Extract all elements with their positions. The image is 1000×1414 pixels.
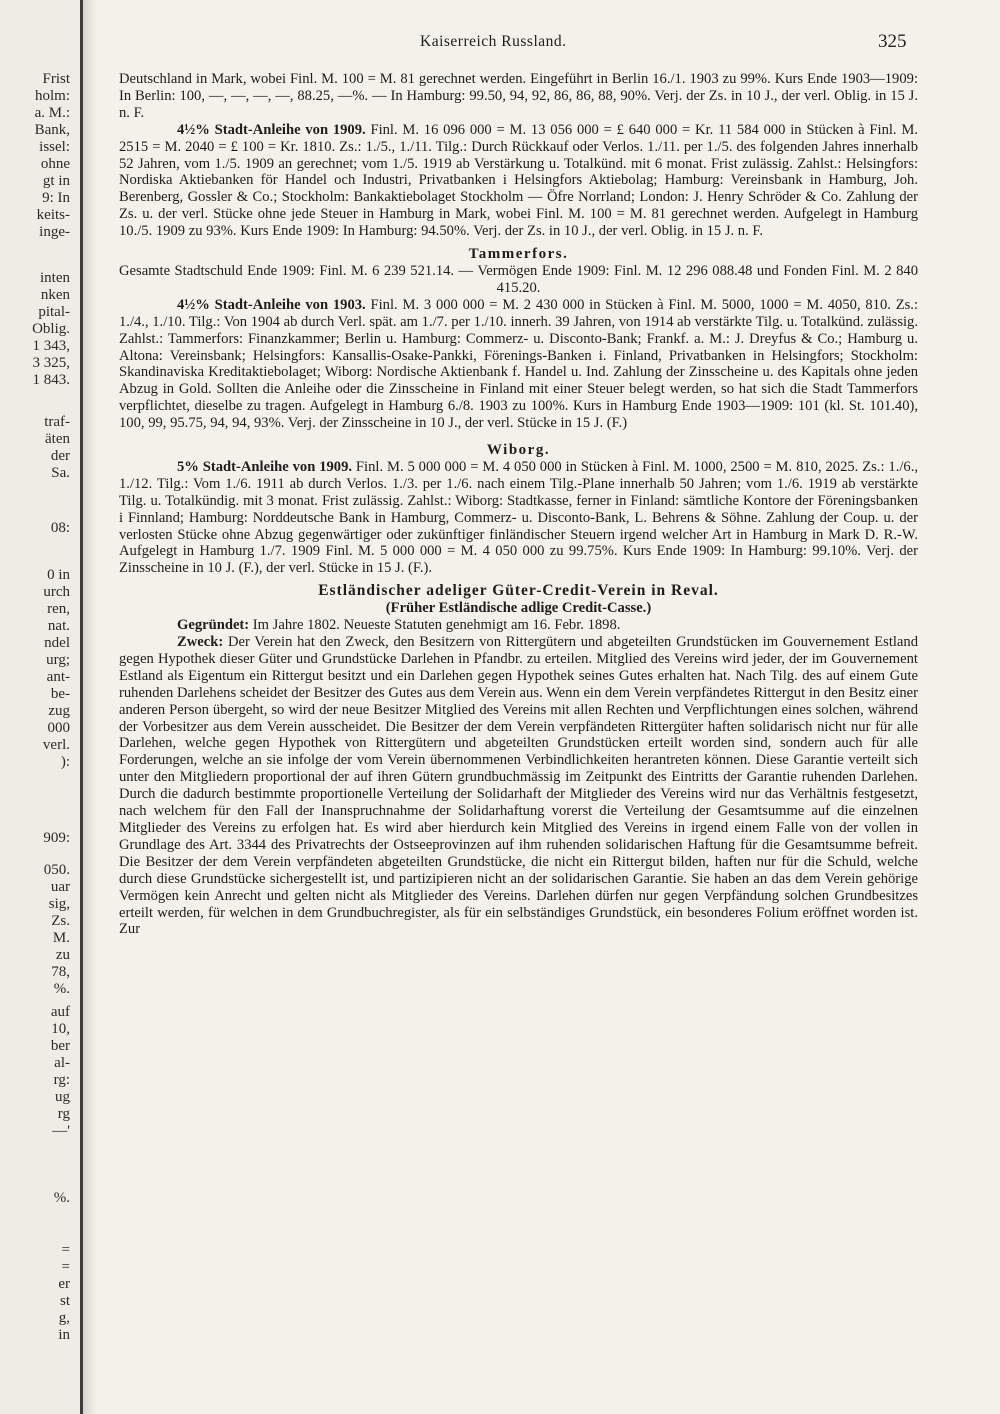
margin-fragment: g,	[58, 1310, 70, 1326]
margin-fragment: 78,	[51, 964, 70, 980]
margin-fragment: 000	[47, 720, 70, 736]
section-subtitle-estland: (Früher Estländische adlige Credit-Casse.)	[385, 600, 652, 617]
loan-title: Stadt-Anleihe von 1909.	[214, 121, 366, 138]
margin-fragment: rg:	[53, 1072, 70, 1088]
margin-fragment: pital-	[38, 304, 70, 320]
margin-fragment: zug	[48, 703, 70, 719]
margin-fragment: uar	[50, 879, 70, 895]
running-head: Kaiserreich Russland.	[420, 33, 567, 50]
loan-rate: 5%	[177, 458, 199, 475]
fold-shadow	[83, 0, 97, 1414]
wiborg-loan-entry	[119, 459, 918, 577]
margin-fragment: urch	[43, 584, 70, 600]
margin-fragment: %.	[53, 981, 70, 997]
loan-title: Stadt-Anleihe von 1903.	[214, 296, 366, 313]
margin-fragment: inten	[40, 270, 70, 286]
margin-fragment: inge-	[39, 224, 70, 240]
purpose-paragraph	[119, 634, 918, 938]
margin-fragment: Bank,	[34, 122, 70, 138]
margin-fragment: 909:	[43, 830, 70, 846]
margin-fragment: in	[58, 1327, 70, 1343]
founded-label: Gegründet:	[177, 617, 250, 634]
margin-fragment: be-	[50, 686, 70, 702]
margin-fragment: M.	[52, 930, 70, 946]
margin-fragment: —'	[52, 1123, 70, 1139]
margin-fragment: rg	[57, 1106, 70, 1122]
purpose-label: Zweck:	[177, 634, 224, 650]
margin-fragment: traf-	[44, 414, 70, 430]
margin-fragment: er	[58, 1276, 70, 1292]
margin-fragment: nat.	[47, 618, 70, 634]
margin-fragment: st	[59, 1293, 70, 1309]
loan-text: Finl. M. 3 000 000 = M. 2 430 000 in Stücken à Finl. M. 5000, 1000 = M. 4050, 810. Zs.: 1./4., 1./10. Tilg.: Von 1904 ab durch Verl. spät. am 1./7. per 1./10. innerh. 39 Jahren, von 1914 ab verstärkte Tilg. u. Totalkünd. zulässig. Zahlst.: Tammerfors: Finanzkammer; Berlin u. Hamburg: Commerz- u. Disconto-Bank; Frankf. a. M.: J. Dreyfus & Co.; Hamburg u. Altona: Vereinsbank; Helsingfors: Kansallis-Osake-Pankki, Förenings-Banken i. Finland, Privatbanken in Helsingfors; Stockholm: Skandinaviska Kreditaktiebolaget; Wiborg: Nordische Aktienbank f. Handel u. Ind. Zahlung der Zinsscheine u. des Kapitals ohne jeden Abzug in Gold. Sollten die Anleihe oder die Zinsscheine in Finland mit einer Steuer belegt werden, so hat sich die Stadt Tammerfors verpflichtet, dieselbe zu tragen. Aufgelegt in Hamburg 6./8. 1903 zu 100%. Kurs in Hamburg Ende 1903—1909: 101 (kl. St. 101.40), 100, 99, 95.75, 94, 94, 93%. Verj. der Zinsscheine in 10 J., der verl. Stücke in 15 J. (F.)	[119, 296, 919, 432]
helsingfors-loan-entry	[119, 122, 918, 240]
margin-fragment: 0 in	[47, 567, 70, 583]
margin-fragment: ren,	[47, 601, 70, 617]
margin-fragment: a. M.:	[34, 105, 70, 121]
margin-fragment: al-	[54, 1055, 70, 1071]
city-heading-wiborg: Wiborg.	[486, 442, 551, 459]
tammerfors-loan-entry	[119, 297, 918, 432]
city-heading-tammerfors: Tammerfors.	[468, 246, 569, 263]
margin-fragment: ug	[55, 1089, 70, 1105]
margin-fragment: ohne	[40, 156, 70, 172]
founded-line	[119, 617, 918, 634]
purpose-text: Der Verein hat den Zweck, den Besitzern von Rittergütern und abgeteilten Grundstücken im Gouvernement Estland gegen Hypothek dieser Güter und Grundstücke Darlehen in Pfandbr. zu erteilen. Mitglied des Vereins wird jeder, der im Gouvernement Estland als Eigentum ein Rittergut besitzt und ein Darlehen gegen Hypothek seines Gutes erhalten hat. Nach Tilg. des auf einem Gute ruhenden Darlehens scheidet der Besitzer des Gutes aus dem Verein aus. Wenn ein dem Verein verpfändetes Rittergut in den Besitz einer anderen Person übergeht, so wird der neue Besitzer Mitglied des Vereins mit allen Rechten und Verpflichtungen eines solchen, während der Vorbesitzer aus dem Verein ausscheidet. Die Besitzer der dem Verein verpfändeten Rittergüter haften solidarisch nicht nur für alle Darlehen, welche gegen Hypothek von Rittergütern und abgeteilten Grundstücken erteilt worden sind, sondern auch für alle Forderungen, welche an sie infolge der vom Verein übernommenen Verbindlichkeiten herantreten können. Diese Garantie verteilt sich unter den Mitgliedern proportional der auf ihren Gütern grundbuchmässig im Zeitpunkt des Eintritts der Garantie ruhenden Darlehen. Durch die dadurch bestimmte proportionelle Verteilung der Solidarhaft der Mitglieder des Vereins wird nur das Verhältnis festgesetzt, nach welchem für den Fall der Inanspruchnahme der Solidarhaftung vorerst die Verteilung der Gesamtsumme auf die einzelnen Mitglieder des Vereins zu erfolgen hat. Es wird aber hierdurch kein Mitglied des Vereins in irgend einem Falle von der vollen in Grundlage des Art. 3344 des Privatrechts der Ostseeprovinzen auf ihm ruhenden solidarischen Haftung für die Gesamtsumme befreit. Die Besitzer der dem Verein verpfändeten abgeteilten Grundstücke, die nicht ein Rittergut bilden, haften nur für die Schuld, welche durch diese Grundstücke sichergestellt ist, und partizipieren nicht an der solidarischen Garantie. Sie haben an das dem Verein gehörige Vermögen kein Anrecht und gelten nicht als Mitglieder des Vereins. Darlehen dürfen nur gegen Verpfändung solchen Grundbesitzes erteilt werden, für welchen in dem Grundbuchregister, als für ein selbständiges Grundstück, ein besonderes Folium eröffnet worden ist. Zur	[119, 634, 918, 938]
margin-fragment: ndel	[44, 635, 70, 651]
margin-fragment: holm:	[34, 88, 70, 104]
intro-paragraph: Deutschland in Mark, wobei Finl. M. 100 = M. 81 gerechnet werden. Eingeführt in Berlin 16./1. 1903 zu 99%. Kurs Ende 1903—1909: In Berlin: 100, —, —, —, —, 88.25, —%. — In Hamburg: 99.50, 94, 92, 86, 86, 88, 90%. Verj. der Zs. in 10 J., der verl. Oblig. in 15 J. n. F.	[119, 71, 918, 121]
margin-fragment: =	[61, 1242, 70, 1258]
margin-fragment: 1 343,	[32, 338, 70, 354]
margin-fragment: äten	[45, 431, 70, 447]
margin-fragment: ):	[60, 754, 70, 770]
margin-fragment: issel:	[39, 139, 70, 155]
margin-fragment: ant-	[46, 669, 70, 685]
page-number: 325	[878, 31, 907, 52]
margin-fragment: 050.	[43, 862, 70, 878]
loan-text: Finl. M. 5 000 000 = M. 4 050 000 in Stücken à Finl. M. 1000, 2500 = M. 810, 2025. Zs.: 1./6., 1./12. Tilg.: Vom 1./6. 1911 ab durch Verlos. 1./3. per 1./6. nach einem Tilg.-Plane innerhalb 50 Jahren; vom 1./6. 1919 ab verstärkte Tilg. u. Totalkündig. mit 3 monat. Frist zulässig. Zahlst.: Wiborg: Stadtkasse, ferner in Finland: sämtliche Kontore der Föreningsbanken i Finnland; Hamburg: Norddeutsche Bank in Hamburg, Commerz- u. Disconto-Bank, L. Behrens & Söhne. Zahlung der Coup. u. der verlosten Stücke ohne Abzug gegenwärtiger oder zukünftiger finländischer Steuern irgend welcher Art in Hamburg in Mark D. R.-W. Aufgelegt in Hamburg 1./7. 1909 Finl. M. 5 000 000 = M. 4 050 000 zu 99.75%. Kurs Ende 1909: In Hamburg: 99.10%. Verj. der Zinsscheine in 10 J. (F.), der verl. Stücke in 15 J. (F.).	[119, 458, 918, 577]
margin-fragment: 3 325,	[32, 355, 70, 371]
margin-fragment: Oblig.	[32, 321, 70, 337]
margin-fragment: 9: In	[42, 190, 70, 206]
margin-fragment: Frist	[42, 71, 70, 87]
margin-fragment: =	[61, 1259, 70, 1275]
margin-fragment: auf	[50, 1004, 70, 1020]
margin-fragment: ber	[50, 1038, 70, 1054]
margin-fragment: urg;	[46, 652, 70, 668]
tammerfors-debt-line: Gesamte Stadtschuld Ende 1909: Finl. M. 6 239 521.14. — Vermögen Ende 1909: Finl. M. 12 296 088.48 und Fonden Finl. M. 2 840 415.20.	[119, 262, 918, 296]
loan-rate: 4½%	[177, 121, 210, 138]
margin-fragment: sig,	[48, 896, 70, 912]
margin-fragment: verl.	[42, 737, 70, 753]
margin-fragment: Sa.	[51, 465, 70, 481]
section-title-estland: Estländischer adeliger Güter-Credit-Verein in Reval.	[318, 582, 719, 600]
margin-fragment: zu	[55, 947, 70, 963]
margin-fragment: %.	[53, 1190, 70, 1206]
margin-fragment: 10,	[51, 1021, 70, 1037]
loan-text: Finl. M. 16 096 000 = M. 13 056 000 = £ 640 000 = Kr. 11 584 000 in Stücken à Finl. M. 2515 = M. 2040 = £ 100 = Kr. 1810. Zs.: 1./5., 1./11. Tilg.: Durch Rückkauf oder Verlos. 1./11. per 1./5. des folgenden Jahres innerhalb 52 Jahren, vom 1./5. 1909 an gerechnet; vom 1./5. 1919 ab Verstärkung u. Totalkünd. mit 6 monat. Frist zulässig. Zahlst.: Helsingfors: Nordiska Aktiebanken för Handel och Industri, Privatbanken i Helsingfors Aktiebolag; Hamburg: Vereinsbank in Hamburg, Joh. Berenberg, Gossler & Co.; Stockholm: Bankaktiebolaget Stockholm — Öfre Norrland; London: J. Henry Schröder & Co. Zahlung der Zs. u. der verl. Stücke ohne jede Steuer in Hamburg in Mark, wobei Finl. M. 100 = M. 81 gerechnet werden. Aufgelegt in Hamburg 10./5. 1909 zu 93%. Kurs Ende 1909: In Hamburg: 94.50%. Verj. der Zs. in 10 J., der verl. Oblig. in 15 J. n. F.	[119, 121, 918, 240]
margin-fragment: 08:	[50, 520, 70, 536]
margin-fragment: nken	[40, 287, 70, 303]
loan-title: Stadt-Anleihe von 1909.	[202, 458, 353, 475]
margin-fragment: der	[50, 448, 70, 464]
margin-fragment: gt in	[42, 173, 70, 189]
founded-text: Im Jahre 1802. Neueste Statuten genehmigt am 16. Febr. 1898.	[249, 617, 621, 634]
page-content	[119, 71, 918, 938]
margin-fragment: keits-	[36, 207, 70, 223]
loan-rate: 4½%	[177, 296, 210, 313]
margin-fragment: 1 843.	[32, 372, 70, 388]
margin-fragment: Zs.	[51, 913, 70, 929]
